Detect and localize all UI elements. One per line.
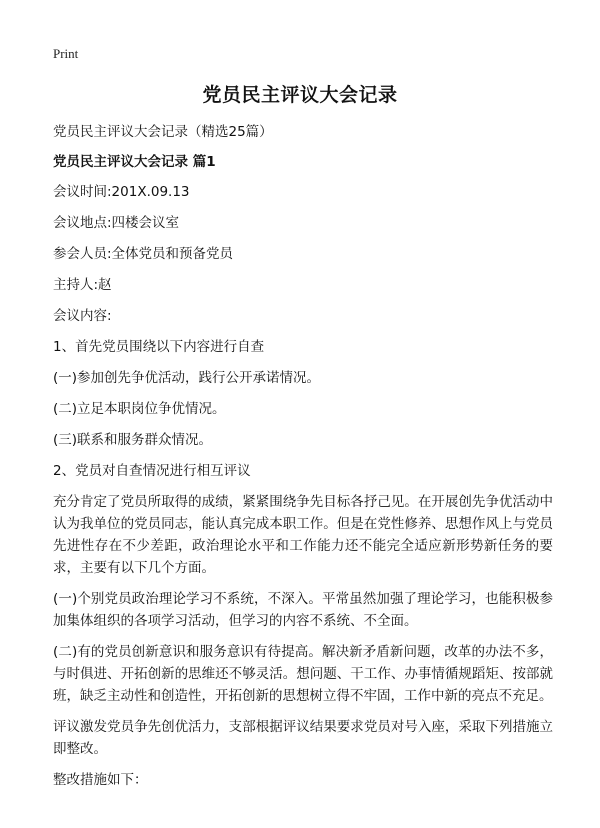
paragraph: (二)有的党员创新意识和服务意识有待提高。解决新矛盾新问题，改革的办法不多，与时俱进、开拓创新的思维还不够灵活。想问题、干工作、办事情循规蹈矩、按部就班，缺乏主动性和创造性，开拓创新的思想树立得不牢固，工作中新的亮点不充足。 bbox=[53, 644, 553, 704]
paragraph: 评议激发党员争先创优活力，支部根据评议结果要求党员对号入座，采取下列措施立即整改。 bbox=[53, 719, 553, 757]
list-item: (二)立足本职岗位争优情况。 bbox=[53, 401, 226, 417]
section-heading: 党员民主评议大会记录 篇1 bbox=[53, 154, 216, 170]
list-item: 1、首先党员围绕以下内容进行自查 bbox=[53, 339, 265, 355]
list-item: (一)参加创先争优活动，践行公开承诺情况。 bbox=[53, 370, 321, 386]
document-body bbox=[53, 121, 553, 800]
meeting-attendees: 参会人员:全体党员和预备党员 bbox=[53, 246, 234, 262]
print-link[interactable]: Print bbox=[53, 46, 79, 61]
meeting-time: 会议时间:201X.09.13 bbox=[53, 184, 190, 200]
page-title: 党员民主评议大会记录 bbox=[202, 84, 398, 106]
document-subtitle: 党员民主评议大会记录（精选25篇） bbox=[53, 124, 273, 140]
paragraph: 充分肯定了党员所取得的成绩，紧紧围绕争先目标各抒己见。在开展创先争优活动中认为我单位的党员同志，能认真完成本职工作。但是在党性修养、思想作风上与党员先进性存在不少差距，政治理论水平和工作能力还不能完全适应新形势新任务的要求，主要有以下几个方面。 bbox=[53, 494, 553, 576]
meeting-content-label: 会议内容: bbox=[53, 308, 112, 324]
closing-line: 整改措施如下： bbox=[53, 772, 148, 788]
meeting-location: 会议地点:四楼会议室 bbox=[53, 215, 180, 231]
list-item: (三)联系和服务群众情况。 bbox=[53, 432, 213, 448]
list-item: 2、党员对自查情况进行相互评议 bbox=[53, 463, 251, 479]
meeting-host: 主持人:赵 bbox=[53, 277, 112, 293]
paragraph: (一)个别党员政治理论学习不系统，不深入。平常虽然加强了理论学习，也能积极参加集体组织的各项学习活动，但学习的内容不系统、不全面。 bbox=[53, 591, 553, 629]
